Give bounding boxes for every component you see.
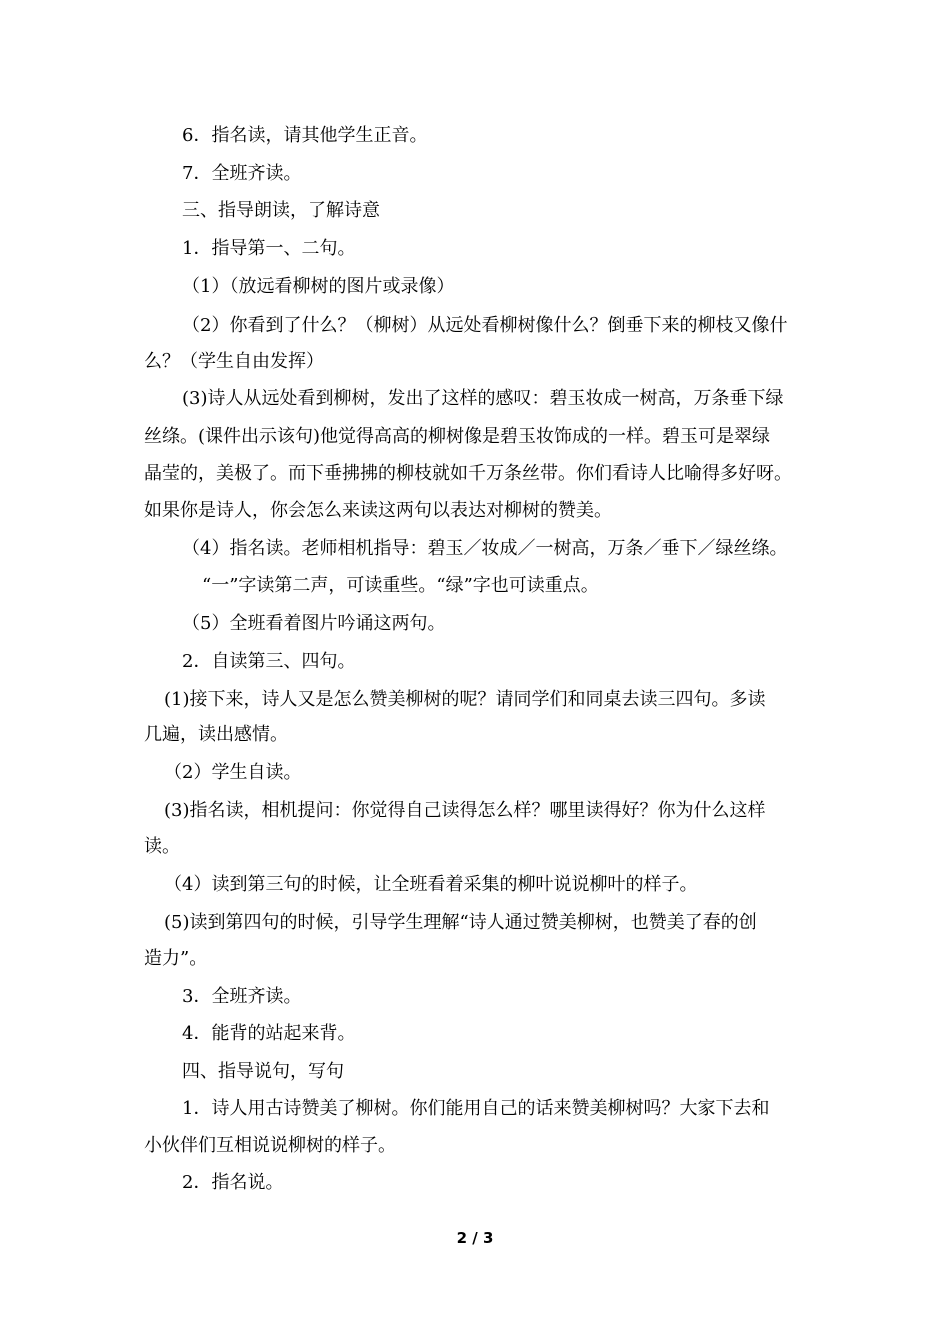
text-line: 4．能背的站起来背。 <box>182 1023 356 1044</box>
text-line: (5)读到第四句的时候，引导学生理解“诗人通过赞美柳树，也赞美了春的创 <box>164 912 757 933</box>
section-heading: 四、指导说句，写句 <box>182 1061 344 1082</box>
text-line: 小伙伴们互相说说柳树的样子。 <box>144 1135 396 1156</box>
text-line: 如果你是诗人，你会怎么来读这两句以表达对柳树的赞美。 <box>144 500 612 521</box>
text-line: “一”字读第二声，可读重些。“绿”字也可读重点。 <box>202 575 599 596</box>
text-line: 读。 <box>144 836 180 857</box>
text-line: 2．自读第三、四句。 <box>182 651 356 672</box>
text-line: 1．指导第一、二句。 <box>182 238 356 259</box>
text-line: 么？（学生自由发挥） <box>144 351 324 372</box>
text-line: （2）你看到了什么？（柳树）从远处看柳树像什么？倒垂下来的柳枝又像什 <box>182 315 788 336</box>
section-heading: 三、指导朗读，了解诗意 <box>182 200 380 221</box>
text-line: (1)接下来，诗人又是怎么赞美柳树的呢？请同学们和同桌去读三四句。多读 <box>164 689 766 710</box>
text-line: （4）读到第三句的时候，让全班看着采集的柳叶说说柳叶的样子。 <box>164 874 698 895</box>
text-line: 几遍，读出感情。 <box>144 724 288 745</box>
text-line: 6．指名读，请其他学生正音。 <box>182 125 428 146</box>
text-line: 1．诗人用古诗赞美了柳树。你们能用自己的话来赞美柳树吗？大家下去和 <box>182 1098 770 1119</box>
text-line: 7．全班齐读。 <box>182 163 302 184</box>
text-line: 2．指名说。 <box>182 1172 284 1193</box>
page-number: 2 / 3 <box>456 1229 494 1247</box>
text-line: 造力”。 <box>144 948 208 969</box>
text-line: 丝绦。(课件出示该句)他觉得高高的柳树像是碧玉妆饰成的一样。碧玉可是翠绿 <box>144 426 771 447</box>
text-line: （4）指名读。老师相机指导：碧玉／妆成／一树高，万条／垂下／绿丝绦。 <box>182 538 788 559</box>
text-line: (3)指名读，相机提问：你觉得自己读得怎么样？哪里读得好？你为什么这样 <box>164 800 766 821</box>
text-line: 晶莹的，美极了。而下垂拂拂的柳枝就如千万条丝带。你们看诗人比喻得多好呀。 <box>144 463 792 484</box>
text-line: （2）学生自读。 <box>164 762 302 783</box>
text-line: (3)诗人从远处看到柳树，发出了这样的感叹：碧玉妆成一树高，万条垂下绿 <box>182 388 784 409</box>
text-line: 3．全班齐读。 <box>182 986 302 1007</box>
text-line: （1）（放远看柳树的图片或录像） <box>182 276 455 297</box>
text-line: （5）全班看着图片吟诵这两句。 <box>182 613 446 634</box>
